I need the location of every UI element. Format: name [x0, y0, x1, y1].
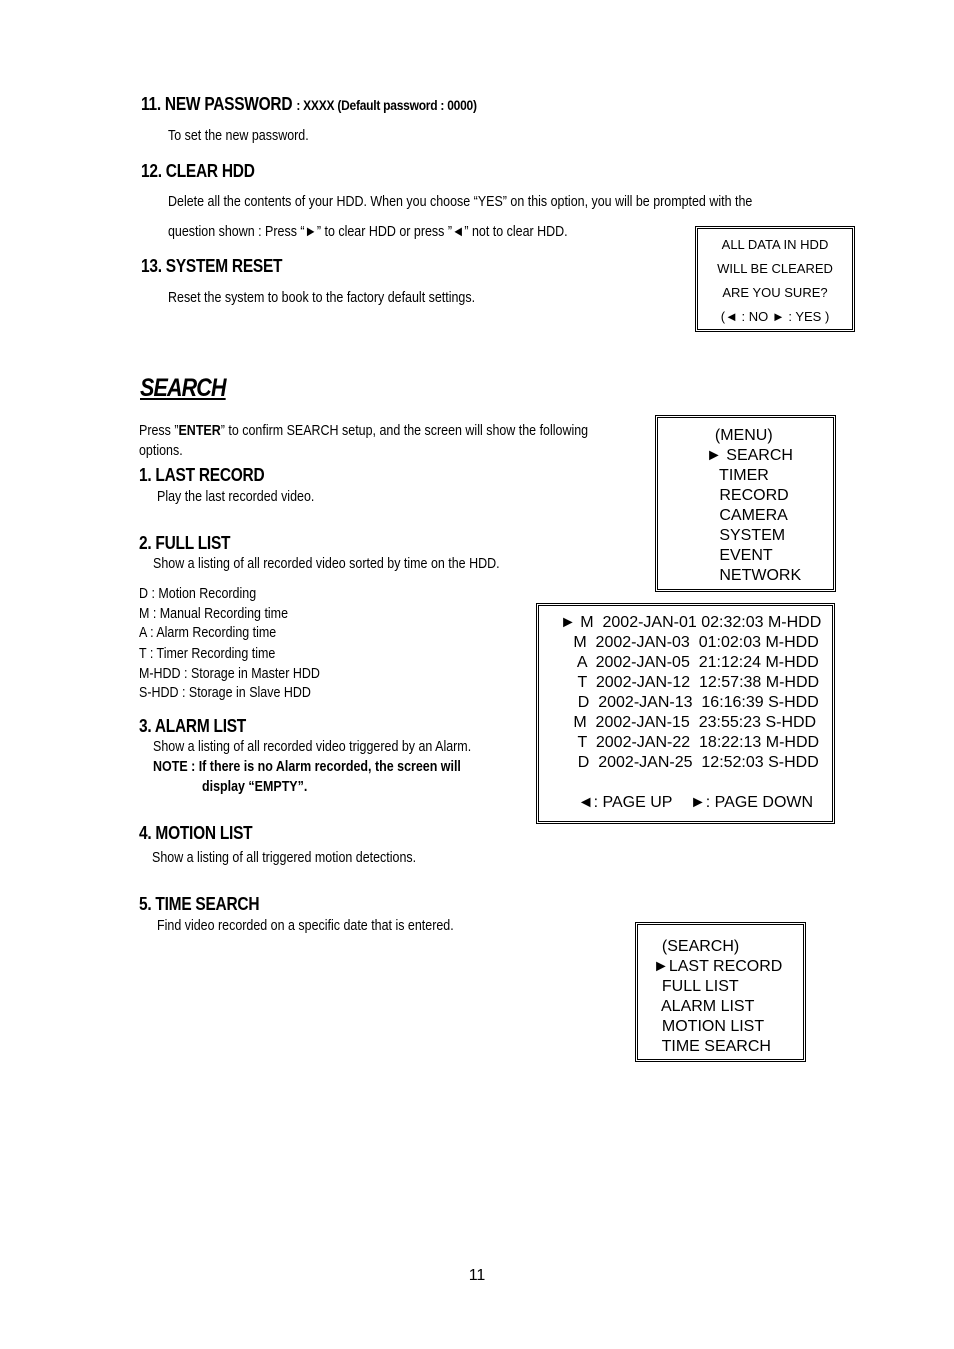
clear-box-line: (◄ : NO ► : YES )	[720, 309, 830, 324]
search-title: SEARCH	[140, 374, 226, 402]
time-search-text: Find video recorded on a specific date that is entered.	[157, 918, 454, 934]
clear-hdd-prompt-box	[695, 226, 855, 332]
menu-osd-box	[655, 415, 836, 592]
menu-osd-line: EVENT	[706, 547, 773, 564]
search-osd-line: FULL LIST	[653, 978, 739, 995]
alarm-list-text: Show a listing of all recorded video triggered by an Alarm.	[153, 739, 472, 755]
alarm-note-2: display “EMPTY”.	[202, 779, 308, 795]
menu-osd-line: SYSTEM	[706, 527, 786, 544]
search-osd-line: (SEARCH)	[653, 938, 740, 955]
clear-hdd-text-1: Delete all the contents of your HDD. When you choose “YES” on this option, you will be prompted with the	[168, 194, 753, 210]
full-list-osd-box	[536, 603, 835, 824]
clear-box-line: ALL DATA IN HDD	[721, 237, 829, 252]
clear-box-line: ARE YOU SURE?	[722, 285, 828, 300]
blank-row	[560, 773, 832, 793]
legend-slave-hdd: S-HDD : Storage in Slave HDD	[139, 685, 311, 701]
menu-osd-line: ► SEARCH	[706, 447, 793, 464]
enter-key-label: ENTER	[178, 423, 221, 439]
legend-alarm: A : Alarm Recording time	[139, 625, 277, 641]
menu-osd-line: RECORD	[706, 487, 789, 504]
page-number: 11	[468, 1267, 486, 1284]
heading-time-search: 5. TIME SEARCH	[139, 894, 260, 914]
full-list-text: Show a listing of all recorded video sorted by time on the HDD.	[153, 556, 500, 572]
search-intro: Press ”ENTER” to confirm SEARCH setup, and the screen will show the following	[139, 423, 589, 439]
heading-full-list: 2. FULL LIST	[139, 533, 231, 553]
legend-timer: T : Timer Recording time	[139, 646, 276, 662]
search-osd-line: ALARM LIST	[653, 998, 755, 1015]
record-row: D 2002-JAN-25 12:52:03 S-HDD	[560, 754, 819, 771]
record-row: M 2002-JAN-03 01:02:03 M-HDD	[560, 634, 819, 651]
heading-new-password: 11. NEW PASSWORD : XXXX (Default password : 0000)	[141, 94, 477, 114]
record-row: M 2002-JAN-15 23:55:23 S-HDD	[560, 714, 817, 731]
search-osd-line: TIME SEARCH	[653, 1038, 771, 1055]
heading-system-reset: 13. SYSTEM RESET	[141, 256, 283, 276]
record-row: T 2002-JAN-22 18:22:13 M-HDD	[560, 734, 820, 751]
legend-motion: D : Motion Recording	[139, 586, 257, 602]
legend-manual: M : Manual Recording time	[139, 606, 289, 622]
page-nav-hint: ◄: PAGE UP ►: PAGE DOWN	[560, 794, 814, 811]
last-record-text: Play the last recorded video.	[157, 489, 315, 505]
heading-motion-list: 4. MOTION LIST	[139, 823, 253, 843]
new-password-text: To set the new password.	[168, 128, 309, 144]
menu-osd-line: CAMERA	[706, 507, 788, 524]
search-osd-line: ►LAST RECORD	[653, 958, 783, 975]
search-osd-box	[635, 922, 806, 1062]
system-reset-text: Reset the system to book to the factory default settings.	[168, 290, 476, 306]
heading-alarm-list: 3. ALARM LIST	[139, 716, 247, 736]
clear-hdd-text-2: question shown : Press “►” to clear HDD or press ”◄” not to clear HDD.	[168, 224, 568, 240]
motion-list-text: Show a listing of all triggered motion detections.	[152, 850, 417, 866]
heading-clear-hdd: 12. CLEAR HDD	[141, 161, 255, 181]
alarm-note-1: NOTE : If there is no Alarm recorded, the screen will	[153, 759, 461, 775]
record-row: D 2002-JAN-13 16:16:39 S-HDD	[560, 694, 819, 711]
menu-osd-line: (MENU)	[706, 427, 773, 444]
record-row: A 2002-JAN-05 21:12:24 M-HDD	[560, 654, 819, 671]
heading-last-record: 1. LAST RECORD	[139, 465, 265, 485]
clear-box-line: WILL BE CLEARED	[717, 261, 833, 276]
default-password-note: : XXXX (Default password : 0000)	[296, 97, 477, 113]
menu-osd-line: NETWORK	[706, 567, 802, 584]
menu-osd-line: TIMER	[706, 467, 769, 484]
record-row: T 2002-JAN-12 12:57:38 M-HDD	[560, 674, 820, 691]
record-row: ► M 2002-JAN-01 02:32:03 M-HDD	[560, 614, 822, 631]
search-osd-line: MOTION LIST	[653, 1018, 765, 1035]
search-intro-line2: options.	[139, 443, 183, 459]
legend-master-hdd: M-HDD : Storage in Master HDD	[139, 666, 320, 682]
